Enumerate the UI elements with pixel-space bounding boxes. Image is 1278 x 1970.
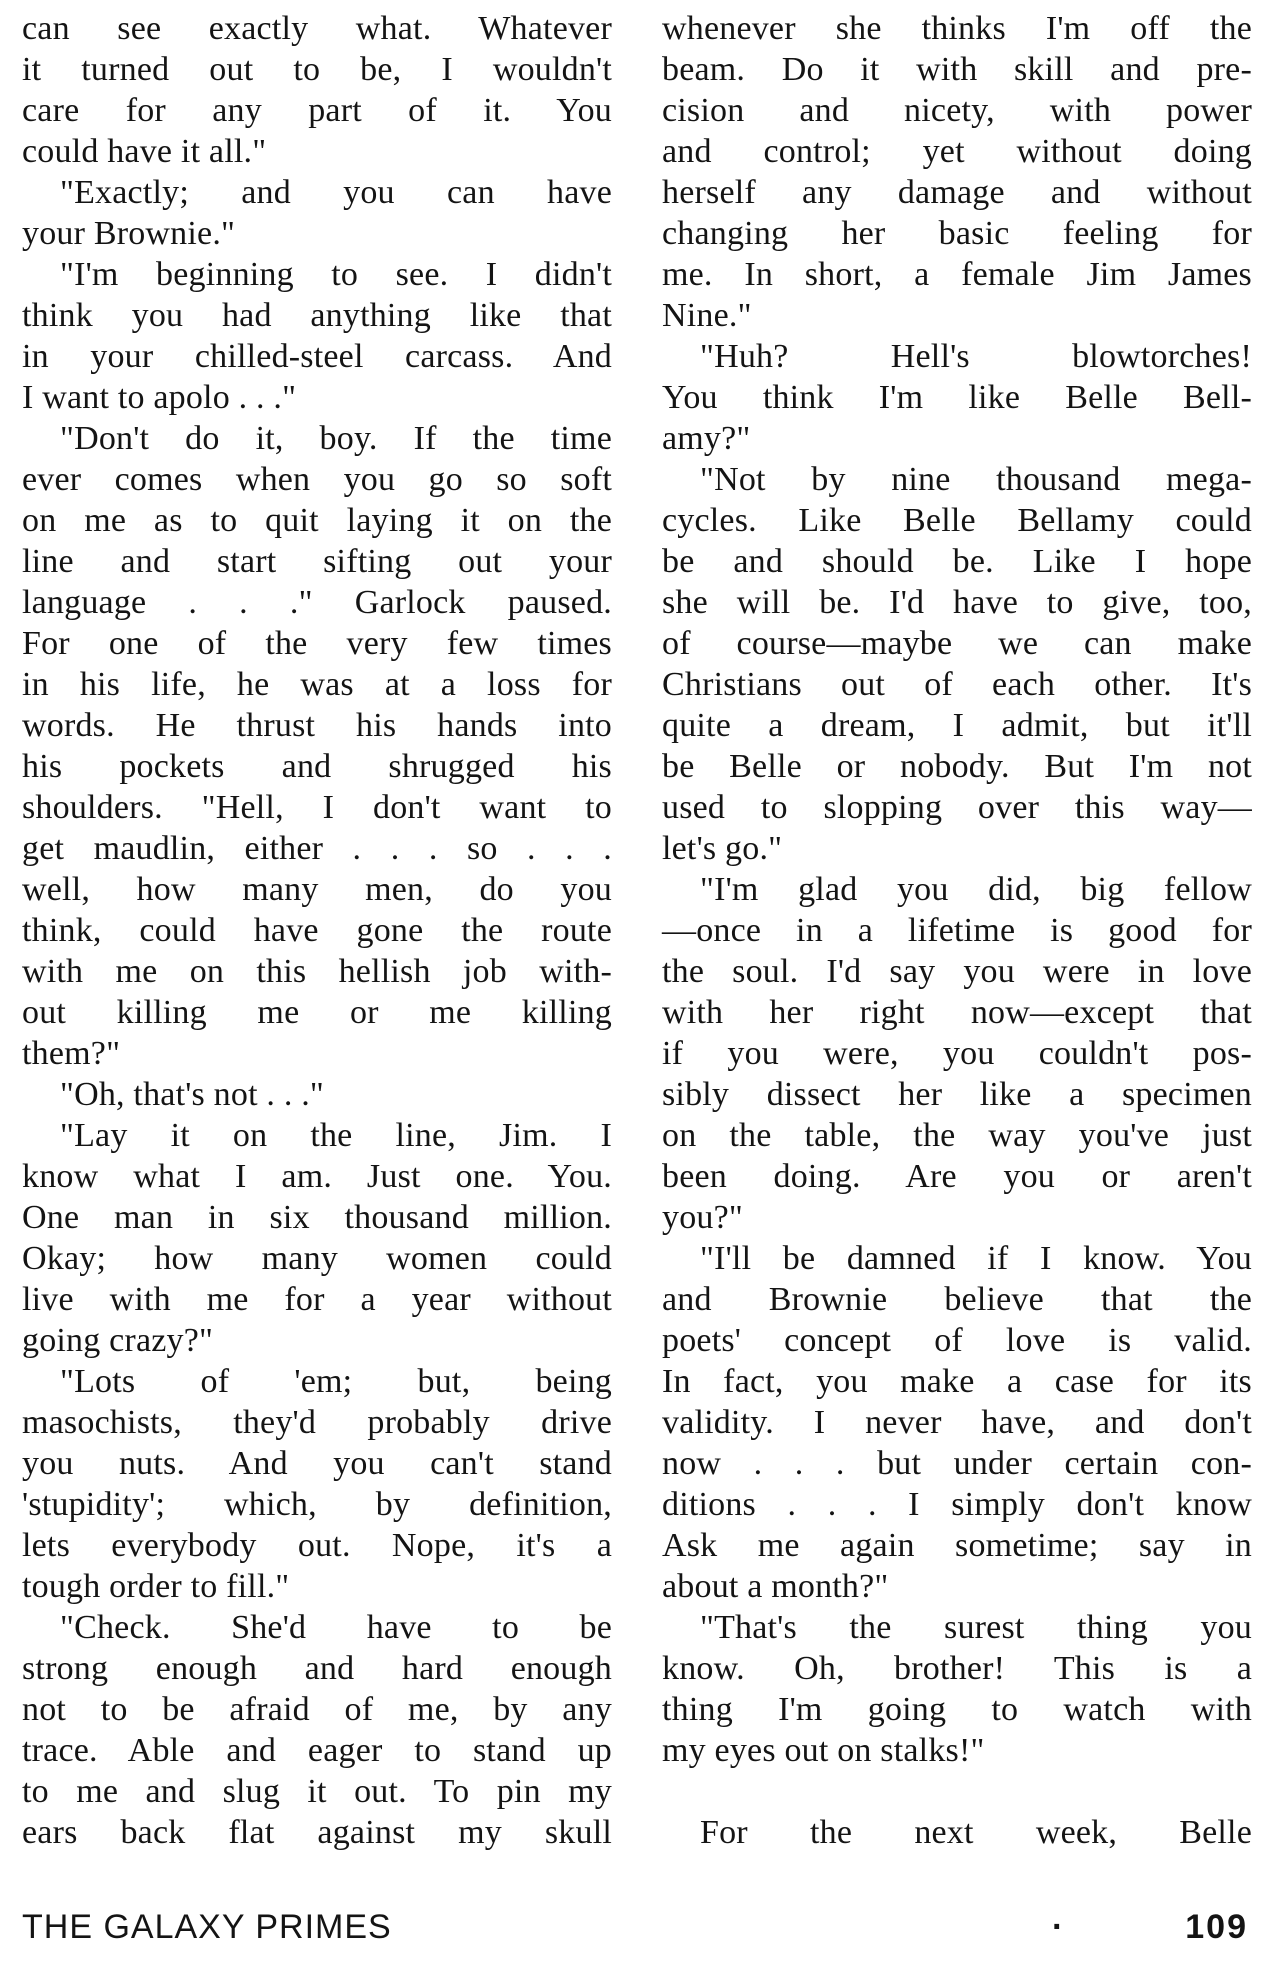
text-line: Okay; how many women could: [22, 1240, 612, 1277]
text-line: live with me for a year without: [22, 1281, 612, 1318]
text-line: lets everybody out. Nope, it's a: [22, 1527, 612, 1564]
text-line: Nine.": [662, 297, 752, 334]
text-line: thing I'm going to watch with: [662, 1691, 1252, 1728]
text-line: well, how many men, do you: [22, 871, 612, 908]
text-line: out killing me or me killing: [22, 994, 612, 1031]
text-line: in your chilled-steel carcass. And: [22, 338, 612, 375]
text-line: about a month?": [662, 1568, 889, 1605]
text-line: ears back flat against my skull: [22, 1814, 612, 1851]
text-line: my eyes out on stalks!": [662, 1732, 985, 1769]
text-line: them?": [22, 1035, 121, 1072]
text-line: line and start sifting out your: [22, 543, 612, 580]
text-line: "Exactly; and you can have: [60, 174, 612, 211]
text-line: it turned out to be, I wouldn't: [22, 51, 612, 88]
text-line: going crazy?": [22, 1322, 214, 1359]
text-line: "Huh? Hell's blowtorches!: [700, 338, 1252, 375]
text-line: the soul. I'd say you were in love: [662, 953, 1252, 990]
text-line: cision and nicety, with power: [662, 92, 1252, 129]
text-line: his pockets and shrugged his: [22, 748, 612, 785]
text-line: she will be. I'd have to give, too,: [662, 584, 1252, 621]
text-line: not to be afraid of me, by any: [22, 1691, 612, 1728]
text-line: "Check. She'd have to be: [60, 1609, 612, 1646]
text-line: "I'm glad you did, big fellow: [700, 871, 1252, 908]
footer-dot: ·: [1052, 1908, 1065, 1946]
page-footer: [22, 1908, 1248, 1952]
text-line: on the table, the way you've just: [662, 1117, 1252, 1154]
text-line: "Lots of 'em; but, being: [60, 1363, 612, 1400]
text-line: be and should be. Like I hope: [662, 543, 1252, 580]
text-line: to me and slug it out. To pin my: [22, 1773, 612, 1810]
text-line: quite a dream, I admit, but it'll: [662, 707, 1252, 744]
text-line: Christians out of each other. It's: [662, 666, 1252, 703]
text-line: changing her basic feeling for: [662, 215, 1252, 252]
text-line: whenever she thinks I'm off the: [662, 10, 1252, 47]
text-line: One man in six thousand million.: [22, 1199, 612, 1236]
text-line: care for any part of it. You: [22, 92, 612, 129]
text-line: could have it all.": [22, 133, 267, 170]
text-line: words. He thrust his hands into: [22, 707, 612, 744]
text-line: let's go.": [662, 830, 783, 867]
text-line: be Belle or nobody. But I'm not: [662, 748, 1252, 785]
text-line: if you were, you couldn't pos-: [662, 1035, 1252, 1072]
text-line: validity. I never have, and don't: [662, 1404, 1252, 1441]
text-line: get maudlin, either . . . so . . .: [22, 830, 612, 867]
text-line: now . . . but under certain con-: [662, 1445, 1252, 1482]
text-line: with her right now—except that: [662, 994, 1252, 1031]
text-line: of course—maybe we can make: [662, 625, 1252, 662]
left-text-column: [22, 8, 612, 1853]
text-line: "Lay it on the line, Jim. I: [60, 1117, 612, 1154]
text-line: me. In short, a female Jim James: [662, 256, 1252, 293]
text-line: poets' concept of love is valid.: [662, 1322, 1252, 1359]
text-line: on me as to quit laying it on the: [22, 502, 612, 539]
text-line: with me on this hellish job with-: [22, 953, 612, 990]
text-line: "Oh, that's not . . .": [60, 1076, 324, 1113]
text-line: For one of the very few times: [22, 625, 612, 662]
text-line: know what I am. Just one. You.: [22, 1158, 612, 1195]
text-line: and Brownie believe that the: [662, 1281, 1252, 1318]
text-line: trace. Able and eager to stand up: [22, 1732, 612, 1769]
text-line: sibly dissect her like a specimen: [662, 1076, 1252, 1113]
page-number: 109: [1185, 1908, 1248, 1946]
text-line: "Don't do it, boy. If the time: [60, 420, 612, 457]
text-line: In fact, you make a case for its: [662, 1363, 1252, 1400]
text-line: language . . ." Garlock paused.: [22, 584, 612, 621]
text-line: think, could have gone the route: [22, 912, 612, 949]
paragraph-gap: [662, 1771, 1252, 1812]
text-line: cycles. Like Belle Bellamy could: [662, 502, 1252, 539]
text-line: strong enough and hard enough: [22, 1650, 612, 1687]
text-line: in his life, he was at a loss for: [22, 666, 612, 703]
text-line: think you had anything like that: [22, 297, 612, 334]
text-line: herself any damage and without: [662, 174, 1252, 211]
text-line: 'stupidity'; which, by definition,: [22, 1486, 612, 1523]
text-line: "I'm beginning to see. I didn't: [60, 256, 612, 293]
text-line: know. Oh, brother! This is a: [662, 1650, 1252, 1687]
text-line: you?": [662, 1199, 743, 1236]
text-line: can see exactly what. Whatever: [22, 10, 612, 47]
text-line: been doing. Are you or aren't: [662, 1158, 1252, 1195]
text-line: "Not by nine thousand mega-: [700, 461, 1252, 498]
right-text-column: [662, 8, 1252, 1853]
text-line: your Brownie.": [22, 215, 236, 252]
text-line: amy?": [662, 420, 751, 457]
text-line: I want to apolo . . .": [22, 379, 297, 416]
text-line: and control; yet without doing: [662, 133, 1252, 170]
text-line: you nuts. And you can't stand: [22, 1445, 612, 1482]
text-line: shoulders. "Hell, I don't want to: [22, 789, 612, 826]
text-line: ditions . . . I simply don't know: [662, 1486, 1252, 1523]
text-line: "That's the surest thing you: [700, 1609, 1252, 1646]
text-line: For the next week, Belle: [700, 1814, 1252, 1851]
text-line: ever comes when you go so soft: [22, 461, 612, 498]
text-line: masochists, they'd probably drive: [22, 1404, 612, 1441]
text-line: beam. Do it with skill and pre-: [662, 51, 1252, 88]
text-line: —once in a lifetime is good for: [662, 912, 1252, 949]
running-title: THE GALAXY PRIMES: [22, 1908, 392, 1946]
text-line: "I'll be damned if I know. You: [700, 1240, 1252, 1277]
text-line: tough order to fill.": [22, 1568, 290, 1605]
text-line: Ask me again sometime; say in: [662, 1527, 1252, 1564]
text-line: used to slopping over this way—: [662, 789, 1252, 826]
text-line: You think I'm like Belle Bell-: [662, 379, 1252, 416]
